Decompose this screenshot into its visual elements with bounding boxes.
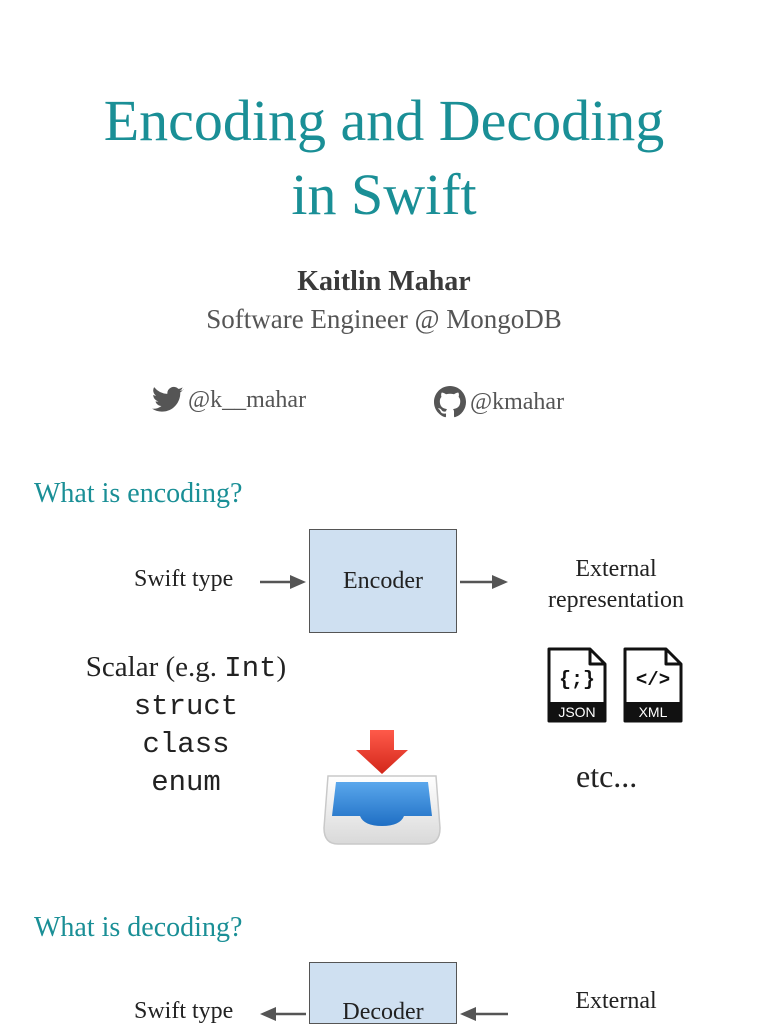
scalar-code: Int	[224, 652, 277, 685]
xml-label: XML	[638, 704, 668, 720]
etc-label: etc...	[576, 758, 638, 794]
class-type: class	[142, 728, 230, 761]
encoding-external-label	[524, 554, 708, 616]
github-handle-text: @kmahar	[470, 388, 565, 415]
inbox-tray-icon	[320, 728, 444, 850]
title-line-1: Encoding and Decoding	[103, 88, 665, 153]
encoding-arrow-in-icon	[258, 572, 308, 592]
external-line-2: representation	[548, 587, 684, 613]
encoding-heading: What is encoding?	[34, 478, 243, 509]
decoding-arrow-in-icon	[458, 1004, 510, 1024]
json-label: JSON	[558, 704, 596, 720]
external-line-1: External	[575, 556, 657, 582]
title-line-2: in Swift	[291, 162, 477, 227]
xml-file-icon	[622, 646, 684, 724]
decoding-external-label	[524, 986, 708, 1017]
decoder-box	[309, 962, 457, 1024]
twitter-handle[interactable]	[152, 386, 306, 414]
twitter-bird-icon	[152, 386, 184, 414]
encoding-arrow-out-icon	[458, 572, 510, 592]
encoding-swift-type-label: Swift type	[134, 566, 234, 592]
encoder-box	[309, 529, 457, 633]
author-role: Software Engineer @ MongoDB	[206, 304, 562, 334]
scalar-type-line	[70, 648, 302, 688]
scalar-suffix: )	[276, 651, 287, 683]
decoding-arrow-out-icon	[258, 1004, 308, 1024]
svg-text:</>: </>	[635, 669, 671, 691]
decoding-swift-type-label: Swift type	[134, 998, 234, 1024]
github-handle[interactable]	[434, 386, 564, 418]
decoding-external-line-1: External	[575, 988, 657, 1014]
encoder-box-label: Encoder	[343, 567, 423, 594]
twitter-handle-text: @k__mahar	[188, 386, 307, 413]
decoder-box-label: Decoder	[342, 999, 424, 1025]
page-title	[0, 84, 768, 232]
swift-type-list	[70, 648, 302, 802]
author-name: Kaitlin Mahar	[297, 266, 471, 297]
decoding-heading: What is decoding?	[34, 912, 243, 943]
scalar-prefix: Scalar (e.g.	[85, 651, 225, 683]
struct-type: struct	[133, 690, 239, 723]
github-icon	[434, 386, 466, 418]
json-file-icon	[546, 646, 608, 724]
svg-text:{;}: {;}	[558, 669, 596, 692]
enum-type: enum	[151, 766, 221, 799]
